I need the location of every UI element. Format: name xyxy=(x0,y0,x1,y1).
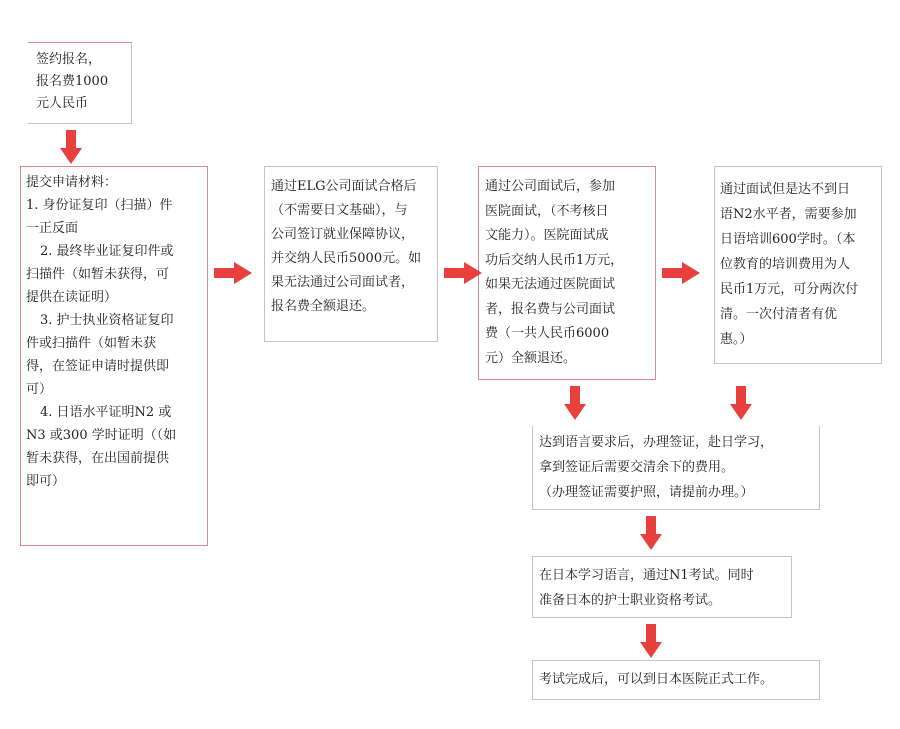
documents-line: 1. 身份证复印（扫描）件 xyxy=(26,198,173,213)
hospital-line: 文能力）。医院面试成 xyxy=(485,228,609,243)
documents-line: 扫描件（如暂未获得，可 xyxy=(26,267,170,282)
arrow-right-icon xyxy=(662,262,700,284)
documents-line: 件或扫描件（如暂未获 xyxy=(26,336,157,351)
arrow-right-icon xyxy=(214,262,252,284)
documents-heading: 提交申请材料： xyxy=(26,175,118,190)
documents-line: 提供在读证明） xyxy=(26,290,118,305)
hospital-line: 功后交纳人民币1万元， xyxy=(485,252,624,268)
step-study-japan xyxy=(532,556,792,618)
step-signup-line: 报名费1000 xyxy=(36,74,109,89)
study-line: 在日本学习语言，通过N1考试。同时 xyxy=(539,568,754,583)
documents-line: 暂未获得，在出国前提供 xyxy=(26,451,170,466)
hospital-line: 元）全额退还。 xyxy=(485,350,577,366)
documents-line: 得，在签证申请时提供即 xyxy=(26,359,170,374)
documents-line: 即可） xyxy=(26,474,66,489)
training-line: 清。一次付清者有优 xyxy=(720,307,838,322)
arrow-right-icon xyxy=(444,262,482,284)
company-line: 果无法通过公司面试者， xyxy=(271,275,415,290)
step-language-training xyxy=(714,166,882,364)
training-line: 日语培训600学时。（本 xyxy=(720,232,856,247)
company-line: （不需要日文基础），与 xyxy=(271,203,408,218)
step-company-interview xyxy=(264,166,438,342)
company-line: 报名费全额退还。 xyxy=(271,299,376,314)
training-line: 位教育的培训费用为人 xyxy=(720,257,851,272)
hospital-line: 者，报名费与公司面试 xyxy=(485,301,616,317)
hospital-line: 如果无法通过医院面试 xyxy=(485,277,616,292)
arrow-down-icon xyxy=(564,386,586,420)
step-hospital-interview xyxy=(478,166,656,380)
visa-line: （办理签证需要护照，请提前办理。） xyxy=(539,485,754,500)
arrow-down-icon xyxy=(640,624,662,658)
step-work xyxy=(532,660,820,700)
documents-line: 4. 日语水平证明N2 或 xyxy=(40,405,172,420)
hospital-line: 医院面试，（不考核日 xyxy=(485,203,609,219)
step-signup-line: 签约报名， xyxy=(36,52,102,67)
training-line: 民币1万元，可分两次付 xyxy=(720,282,859,297)
documents-line: 2. 最终毕业证复印件或 xyxy=(40,244,174,259)
documents-line: 3. 护士执业资格证复印 xyxy=(40,313,174,328)
company-line: 公司签订就业保障协议， xyxy=(271,227,415,242)
visa-line: 达到语言要求后，办理签证，赴日学习， xyxy=(539,435,774,450)
documents-line: 一正反面 xyxy=(26,221,79,236)
hospital-line: 通过公司面试后，参加 xyxy=(485,179,616,194)
training-line: 惠。） xyxy=(720,332,753,347)
arrow-down-icon xyxy=(730,386,752,420)
step-visa xyxy=(532,426,820,510)
company-line: 并交纳人民币5000元。如 xyxy=(271,251,422,266)
training-line: 语N2水平者，需要参加 xyxy=(720,207,857,222)
visa-line: 拿到签证后需要交清余下的费用。 xyxy=(539,460,735,475)
training-line: 通过面试但是达不到日 xyxy=(720,182,851,197)
documents-line: N3 或300 学时证明（（如 xyxy=(26,428,177,443)
step-documents xyxy=(20,166,208,546)
arrow-down-icon xyxy=(60,130,82,164)
hospital-line: 费（一共人民币6000 xyxy=(485,326,610,341)
work-line: 考试完成后，可以到日本医院正式工作。 xyxy=(539,672,774,687)
documents-line: 可） xyxy=(26,382,53,397)
step-signup-line: 元人民币 xyxy=(36,96,89,111)
company-line: 通过ELG公司面试合格后 xyxy=(271,179,417,194)
step-signup xyxy=(28,42,132,124)
arrow-down-icon xyxy=(640,516,662,550)
study-line: 准备日本的护士职业资格考试。 xyxy=(539,593,722,608)
